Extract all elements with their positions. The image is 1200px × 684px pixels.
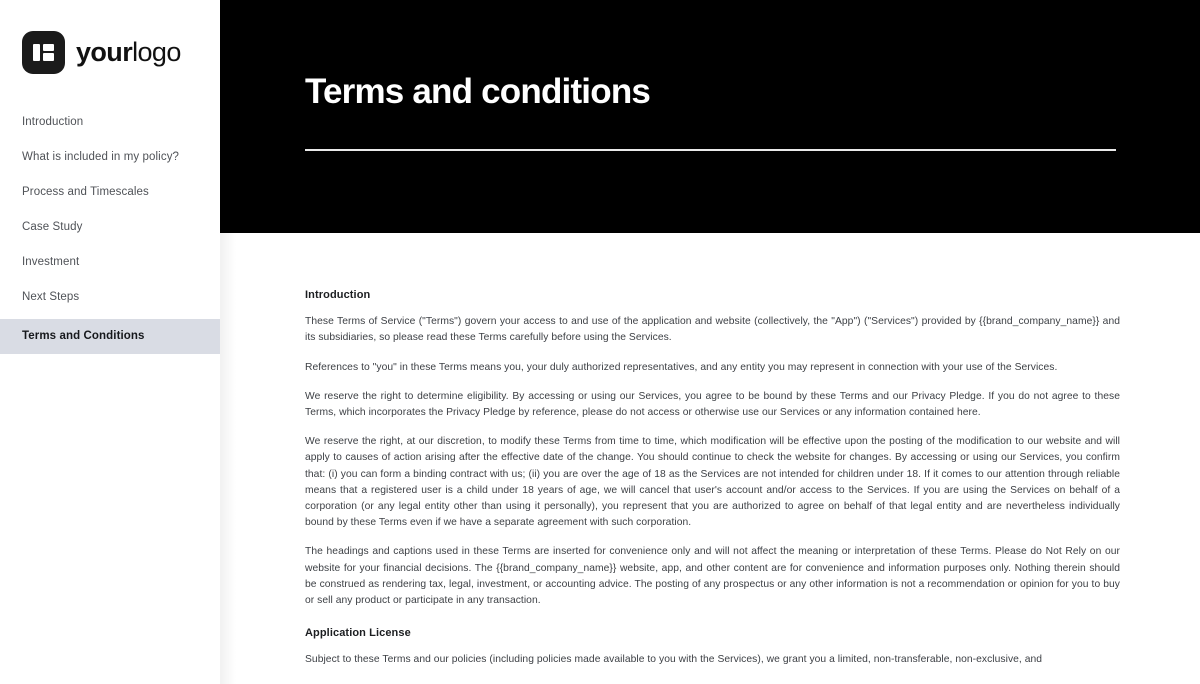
paragraph-2: References to "you" in these Terms means you, your duly authorized representatives, and any entity you may represent in connection with your use of the Services. [305, 361, 1058, 373]
sidebar-item-introduction[interactable]: Introduction [22, 115, 84, 128]
main-content [220, 0, 1200, 684]
paragraph-5: The headings and captions used in these Terms are inserted for convenience only and will not affect the meaning or interpretation of these Terms. Please do Not Rely on our website for your financial decisions. The {{brand_company_name}} website, app, and other content are for convenience and information purposes only. Nothing therein should be construed as rendering tax, legal, investment, or accounting advice. The posting of any prospectus or any other information is not a recommendation or opinion for you to buy or sell any product or participate in any transaction. [305, 546, 1120, 607]
logo-wordmark [76, 36, 181, 67]
section-heading-application-license: Application License [305, 627, 411, 640]
section-heading-introduction: Introduction [305, 289, 371, 301]
hero-banner [220, 0, 1200, 233]
layout-dashboard-icon [22, 31, 65, 74]
sidebar [0, 0, 220, 684]
paragraph-3: We reserve the right to determine eligibility. By accessing or using our Services, you agree to be bound by these Terms and our Privacy Pledge. If you do not agree to these Terms, which incorporates the Privacy Pledge by reference, please do not access or otherwise use our Services or any information contained here. [305, 390, 1120, 418]
sidebar-nav [0, 109, 220, 354]
logo[interactable] [0, 0, 220, 76]
logo-wordmark-light: logo [132, 36, 181, 67]
page-title: Terms and conditions [305, 72, 651, 112]
sidebar-item-case-study[interactable]: Case Study [22, 220, 83, 233]
paragraph-4: We reserve the right, at our discretion, to modify these Terms from time to time, which modification will be effective upon the posting of the modification to our website and will apply to causes of action arising after the effective date of the change. You should continue to check the website for changes. By accessing or using our Services, you confirm that: (i) you can form a binding contract with us; (ii) you are over the age of 18 as the Services are not intended for children under 18. If it comes to our attention through reliable means that a registered user is a child under 18 years of age, we will cancel that user's account and/or access to the Services. If you are using the Services on behalf of a corporation (or any legal entity other than using it personally), you represent that you are authorized to agree on behalf of that legal entity and are nevertheless individually bound by these Terms even if we have a separate agreement with such corporation. [305, 436, 1120, 529]
sidebar-item-terms-and-conditions[interactable]: Terms and Conditions [0, 319, 220, 354]
document-body [220, 233, 1200, 684]
sidebar-item-what-is-included-in-my-policy[interactable]: What is included in my policy? [22, 150, 180, 163]
paragraph-6: Subject to these Terms and our policies (including policies made available to you with the Services), we grant you a limited, non-transferable, non-exclusive, and [305, 654, 1043, 666]
hero-divider [305, 149, 1116, 151]
sidebar-item-next-steps[interactable]: Next Steps [22, 290, 80, 303]
sidebar-item-process-and-timescales[interactable]: Process and Timescales [22, 185, 149, 198]
sidebar-item-investment[interactable]: Investment [22, 255, 80, 268]
paragraph-1: These Terms of Service ("Terms") govern your access to and use of the application and website (collectively, the "App") ("Services") provided by {{brand_company_name}} and its subsidiaries, so please read these Terms carefully before using the Services. [305, 316, 1120, 344]
logo-wordmark-bold: your [76, 36, 133, 67]
